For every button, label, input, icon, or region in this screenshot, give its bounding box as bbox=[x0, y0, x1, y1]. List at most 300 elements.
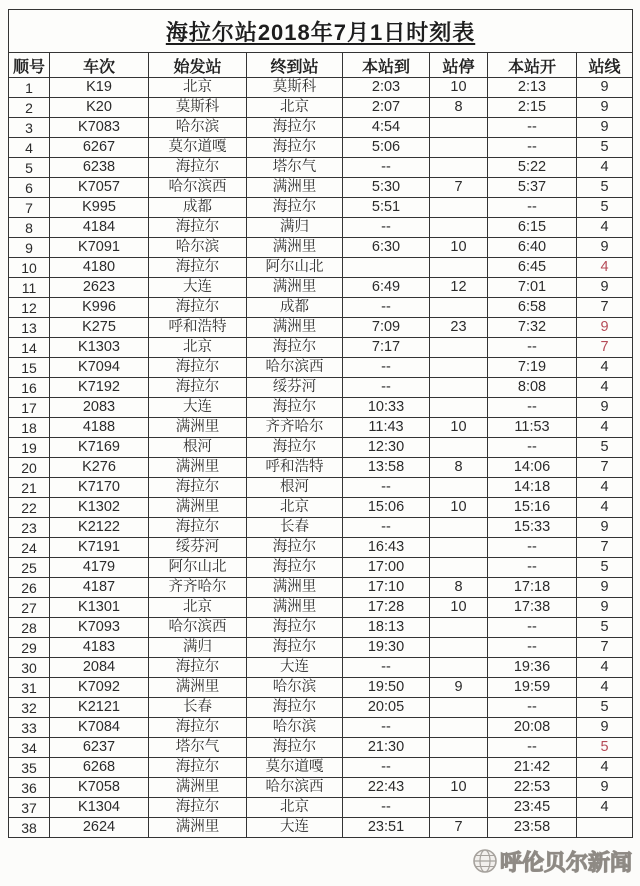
cell-train-number: K276 bbox=[50, 458, 149, 478]
cell-seq: 27 bbox=[9, 598, 50, 618]
cell-seq: 18 bbox=[9, 418, 50, 438]
cell-terminal-station: 满洲里 bbox=[247, 238, 343, 258]
cell-stop-minutes bbox=[430, 118, 488, 138]
table-row bbox=[9, 798, 633, 818]
cell-stop-minutes: 10 bbox=[430, 238, 488, 258]
cell-departure-time: -- bbox=[488, 698, 577, 718]
table-row bbox=[9, 578, 633, 598]
table-row bbox=[9, 758, 633, 778]
cell-arrival-time: 5:51 bbox=[343, 198, 430, 218]
cell-departure-time: 7:32 bbox=[488, 318, 577, 338]
table-row bbox=[9, 458, 633, 478]
cell-origin-station: 大连 bbox=[149, 398, 247, 418]
cell-arrival-time: 19:30 bbox=[343, 638, 430, 658]
cell-stop-minutes bbox=[430, 258, 488, 278]
cell-arrival-time: 6:49 bbox=[343, 278, 430, 298]
cell-stop-minutes: 10 bbox=[430, 418, 488, 438]
cell-arrival-time: 11:43 bbox=[343, 418, 430, 438]
cell-origin-station: 满洲里 bbox=[149, 458, 247, 478]
table-row bbox=[9, 238, 633, 258]
cell-seq: 12 bbox=[9, 298, 50, 318]
cell-arrival-time: 22:43 bbox=[343, 778, 430, 798]
cell-track-number: 4 bbox=[577, 378, 633, 398]
cell-origin-station: 哈尔滨 bbox=[149, 238, 247, 258]
cell-departure-time: 21:42 bbox=[488, 758, 577, 778]
cell-train-number: K1301 bbox=[50, 598, 149, 618]
cell-stop-minutes bbox=[430, 638, 488, 658]
cell-track-number: 7 bbox=[577, 338, 633, 358]
cell-terminal-station: 海拉尔 bbox=[247, 398, 343, 418]
table-row bbox=[9, 198, 633, 218]
cell-arrival-time: -- bbox=[343, 718, 430, 738]
cell-train-number: 2624 bbox=[50, 818, 149, 838]
timetable-frame bbox=[8, 9, 632, 838]
cell-seq: 34 bbox=[9, 738, 50, 758]
cell-departure-time: 23:58 bbox=[488, 818, 577, 838]
cell-origin-station: 哈尔滨西 bbox=[149, 178, 247, 198]
table-row bbox=[9, 518, 633, 538]
cell-train-number: 4180 bbox=[50, 258, 149, 278]
cell-seq: 21 bbox=[9, 478, 50, 498]
cell-arrival-time: -- bbox=[343, 518, 430, 538]
cell-origin-station: 北京 bbox=[149, 78, 247, 98]
cell-origin-station: 北京 bbox=[149, 338, 247, 358]
table-row bbox=[9, 98, 633, 118]
cell-stop-minutes bbox=[430, 558, 488, 578]
cell-stop-minutes bbox=[430, 158, 488, 178]
cell-arrival-time: 19:50 bbox=[343, 678, 430, 698]
cell-terminal-station: 海拉尔 bbox=[247, 738, 343, 758]
table-row bbox=[9, 138, 633, 158]
cell-train-number: K7170 bbox=[50, 478, 149, 498]
cell-departure-time: 6:58 bbox=[488, 298, 577, 318]
cell-train-number: K19 bbox=[50, 78, 149, 98]
cell-seq: 4 bbox=[9, 138, 50, 158]
cell-origin-station: 满归 bbox=[149, 638, 247, 658]
table-row bbox=[9, 638, 633, 658]
cell-train-number: K7083 bbox=[50, 118, 149, 138]
cell-train-number: K7191 bbox=[50, 538, 149, 558]
cell-track-number: 4 bbox=[577, 418, 633, 438]
cell-track-number: 4 bbox=[577, 358, 633, 378]
col-header-track: 站线 bbox=[577, 53, 633, 78]
cell-track-number: 4 bbox=[577, 798, 633, 818]
cell-origin-station: 哈尔滨西 bbox=[149, 618, 247, 638]
cell-arrival-time: 6:30 bbox=[343, 238, 430, 258]
cell-departure-time: -- bbox=[488, 398, 577, 418]
cell-seq: 10 bbox=[9, 258, 50, 278]
table-row bbox=[9, 338, 633, 358]
table-row bbox=[9, 658, 633, 678]
cell-track-number: 7 bbox=[577, 458, 633, 478]
cell-stop-minutes: 12 bbox=[430, 278, 488, 298]
title-row bbox=[9, 10, 633, 53]
cell-departure-time: 17:38 bbox=[488, 598, 577, 618]
cell-train-number: K7093 bbox=[50, 618, 149, 638]
cell-origin-station: 海拉尔 bbox=[149, 478, 247, 498]
cell-terminal-station: 满洲里 bbox=[247, 178, 343, 198]
cell-track-number: 9 bbox=[577, 718, 633, 738]
cell-train-number: 2084 bbox=[50, 658, 149, 678]
cell-arrival-time: -- bbox=[343, 358, 430, 378]
table-row bbox=[9, 818, 633, 838]
cell-track-number: 9 bbox=[577, 578, 633, 598]
table-row bbox=[9, 278, 633, 298]
cell-terminal-station: 满洲里 bbox=[247, 318, 343, 338]
table-row bbox=[9, 678, 633, 698]
header-row bbox=[9, 53, 633, 78]
cell-track-number: 9 bbox=[577, 98, 633, 118]
cell-track-number: 5 bbox=[577, 138, 633, 158]
cell-origin-station: 长春 bbox=[149, 698, 247, 718]
cell-seq: 17 bbox=[9, 398, 50, 418]
cell-track-number: 9 bbox=[577, 78, 633, 98]
timetable-body bbox=[9, 78, 633, 838]
table-row bbox=[9, 178, 633, 198]
cell-seq: 29 bbox=[9, 638, 50, 658]
cell-seq: 16 bbox=[9, 378, 50, 398]
cell-seq: 8 bbox=[9, 218, 50, 238]
cell-origin-station: 海拉尔 bbox=[149, 258, 247, 278]
cell-track-number: 4 bbox=[577, 678, 633, 698]
cell-terminal-station: 齐齐哈尔 bbox=[247, 418, 343, 438]
cell-seq: 5 bbox=[9, 158, 50, 178]
cell-departure-time: 2:13 bbox=[488, 78, 577, 98]
cell-origin-station: 塔尔气 bbox=[149, 738, 247, 758]
table-row bbox=[9, 78, 633, 98]
cell-departure-time: 22:53 bbox=[488, 778, 577, 798]
cell-stop-minutes bbox=[430, 218, 488, 238]
cell-origin-station: 成都 bbox=[149, 198, 247, 218]
cell-departure-time: 7:01 bbox=[488, 278, 577, 298]
cell-arrival-time: 17:28 bbox=[343, 598, 430, 618]
table-row bbox=[9, 438, 633, 458]
cell-seq: 26 bbox=[9, 578, 50, 598]
cell-origin-station: 北京 bbox=[149, 598, 247, 618]
cell-origin-station: 绥芬河 bbox=[149, 538, 247, 558]
cell-seq: 33 bbox=[9, 718, 50, 738]
cell-origin-station: 满洲里 bbox=[149, 678, 247, 698]
table-row bbox=[9, 618, 633, 638]
cell-arrival-time: 2:03 bbox=[343, 78, 430, 98]
cell-departure-time: -- bbox=[488, 738, 577, 758]
col-header-origin: 始发站 bbox=[149, 53, 247, 78]
cell-terminal-station: 海拉尔 bbox=[247, 538, 343, 558]
cell-terminal-station: 哈尔滨 bbox=[247, 678, 343, 698]
cell-arrival-time: 17:10 bbox=[343, 578, 430, 598]
cell-stop-minutes: 8 bbox=[430, 98, 488, 118]
col-header-seq: 顺号 bbox=[9, 53, 50, 78]
cell-departure-time: -- bbox=[488, 118, 577, 138]
cell-terminal-station: 海拉尔 bbox=[247, 198, 343, 218]
cell-track-number: 4 bbox=[577, 258, 633, 278]
cell-arrival-time: -- bbox=[343, 478, 430, 498]
cell-seq: 37 bbox=[9, 798, 50, 818]
globe-icon bbox=[472, 848, 498, 874]
cell-origin-station: 齐齐哈尔 bbox=[149, 578, 247, 598]
cell-stop-minutes bbox=[430, 358, 488, 378]
table-row bbox=[9, 498, 633, 518]
cell-track-number: 9 bbox=[577, 278, 633, 298]
cell-train-number: 4187 bbox=[50, 578, 149, 598]
col-header-arrival: 本站到 bbox=[343, 53, 430, 78]
cell-seq: 31 bbox=[9, 678, 50, 698]
cell-terminal-station: 塔尔气 bbox=[247, 158, 343, 178]
cell-origin-station: 海拉尔 bbox=[149, 658, 247, 678]
cell-terminal-station: 莫斯科 bbox=[247, 78, 343, 98]
cell-stop-minutes: 10 bbox=[430, 78, 488, 98]
cell-track-number: 9 bbox=[577, 518, 633, 538]
table-row bbox=[9, 418, 633, 438]
cell-seq: 35 bbox=[9, 758, 50, 778]
cell-arrival-time: -- bbox=[343, 798, 430, 818]
cell-terminal-station: 大连 bbox=[247, 818, 343, 838]
cell-terminal-station: 海拉尔 bbox=[247, 618, 343, 638]
col-header-terminal: 终到站 bbox=[247, 53, 343, 78]
cell-track-number: 4 bbox=[577, 498, 633, 518]
cell-stop-minutes: 7 bbox=[430, 178, 488, 198]
table-row bbox=[9, 398, 633, 418]
cell-seq: 30 bbox=[9, 658, 50, 678]
cell-track-number: 5 bbox=[577, 738, 633, 758]
cell-track-number: 4 bbox=[577, 758, 633, 778]
cell-origin-station: 海拉尔 bbox=[149, 758, 247, 778]
cell-seq: 20 bbox=[9, 458, 50, 478]
cell-departure-time: -- bbox=[488, 618, 577, 638]
cell-terminal-station: 哈尔滨西 bbox=[247, 778, 343, 798]
cell-departure-time: -- bbox=[488, 538, 577, 558]
cell-arrival-time: 12:30 bbox=[343, 438, 430, 458]
cell-arrival-time: -- bbox=[343, 298, 430, 318]
cell-terminal-station: 根河 bbox=[247, 478, 343, 498]
cell-stop-minutes bbox=[430, 618, 488, 638]
page-title: 海拉尔站2018年7月1日时刻表 bbox=[9, 10, 633, 53]
cell-stop-minutes bbox=[430, 298, 488, 318]
cell-origin-station: 海拉尔 bbox=[149, 378, 247, 398]
table-row bbox=[9, 218, 633, 238]
timetable bbox=[8, 9, 633, 838]
table-row bbox=[9, 258, 633, 278]
cell-train-number: K275 bbox=[50, 318, 149, 338]
cell-origin-station: 海拉尔 bbox=[149, 298, 247, 318]
cell-seq: 3 bbox=[9, 118, 50, 138]
cell-seq: 1 bbox=[9, 78, 50, 98]
cell-terminal-station: 莫尔道嘎 bbox=[247, 758, 343, 778]
cell-stop-minutes: 9 bbox=[430, 678, 488, 698]
cell-seq: 28 bbox=[9, 618, 50, 638]
cell-origin-station: 阿尔山北 bbox=[149, 558, 247, 578]
cell-train-number: 2623 bbox=[50, 278, 149, 298]
cell-train-number: K2121 bbox=[50, 698, 149, 718]
cell-terminal-station: 北京 bbox=[247, 498, 343, 518]
cell-stop-minutes bbox=[430, 718, 488, 738]
cell-seq: 6 bbox=[9, 178, 50, 198]
cell-seq: 32 bbox=[9, 698, 50, 718]
cell-departure-time: 15:33 bbox=[488, 518, 577, 538]
cell-track-number: 4 bbox=[577, 478, 633, 498]
cell-seq: 22 bbox=[9, 498, 50, 518]
cell-track-number: 9 bbox=[577, 598, 633, 618]
cell-train-number: K7057 bbox=[50, 178, 149, 198]
cell-departure-time: 19:59 bbox=[488, 678, 577, 698]
cell-arrival-time: 5:06 bbox=[343, 138, 430, 158]
cell-train-number: K7058 bbox=[50, 778, 149, 798]
cell-stop-minutes bbox=[430, 738, 488, 758]
cell-stop-minutes bbox=[430, 338, 488, 358]
table-row bbox=[9, 298, 633, 318]
cell-terminal-station: 北京 bbox=[247, 98, 343, 118]
cell-track-number: 9 bbox=[577, 778, 633, 798]
cell-arrival-time: 4:54 bbox=[343, 118, 430, 138]
cell-arrival-time: 10:33 bbox=[343, 398, 430, 418]
cell-track-number: 5 bbox=[577, 178, 633, 198]
cell-origin-station: 莫尔道嘎 bbox=[149, 138, 247, 158]
cell-seq: 14 bbox=[9, 338, 50, 358]
cell-arrival-time: 20:05 bbox=[343, 698, 430, 718]
cell-stop-minutes: 7 bbox=[430, 818, 488, 838]
table-row bbox=[9, 598, 633, 618]
cell-track-number: 7 bbox=[577, 638, 633, 658]
cell-terminal-station: 满洲里 bbox=[247, 278, 343, 298]
cell-train-number: K20 bbox=[50, 98, 149, 118]
cell-departure-time: -- bbox=[488, 638, 577, 658]
cell-stop-minutes bbox=[430, 518, 488, 538]
cell-train-number: 4179 bbox=[50, 558, 149, 578]
cell-terminal-station: 长春 bbox=[247, 518, 343, 538]
news-watermark bbox=[472, 845, 640, 877]
cell-arrival-time: 17:00 bbox=[343, 558, 430, 578]
cell-track-number: 4 bbox=[577, 658, 633, 678]
col-header-train: 车次 bbox=[50, 53, 149, 78]
cell-seq: 13 bbox=[9, 318, 50, 338]
cell-seq: 24 bbox=[9, 538, 50, 558]
cell-origin-station: 海拉尔 bbox=[149, 358, 247, 378]
cell-departure-time: 5:37 bbox=[488, 178, 577, 198]
cell-origin-station: 根河 bbox=[149, 438, 247, 458]
cell-origin-station: 海拉尔 bbox=[149, 798, 247, 818]
cell-track-number bbox=[577, 818, 633, 838]
cell-train-number: 2083 bbox=[50, 398, 149, 418]
cell-departure-time: 23:45 bbox=[488, 798, 577, 818]
cell-train-number: 4184 bbox=[50, 218, 149, 238]
cell-train-number: 6237 bbox=[50, 738, 149, 758]
cell-departure-time: 14:18 bbox=[488, 478, 577, 498]
cell-stop-minutes: 10 bbox=[430, 498, 488, 518]
table-row bbox=[9, 718, 633, 738]
cell-train-number: K7084 bbox=[50, 718, 149, 738]
cell-terminal-station: 满归 bbox=[247, 218, 343, 238]
cell-train-number: K2122 bbox=[50, 518, 149, 538]
cell-origin-station: 海拉尔 bbox=[149, 718, 247, 738]
cell-departure-time: -- bbox=[488, 198, 577, 218]
cell-train-number: 6267 bbox=[50, 138, 149, 158]
cell-track-number: 4 bbox=[577, 158, 633, 178]
cell-track-number: 9 bbox=[577, 318, 633, 338]
table-row bbox=[9, 778, 633, 798]
cell-arrival-time: 2:07 bbox=[343, 98, 430, 118]
cell-origin-station: 呼和浩特 bbox=[149, 318, 247, 338]
cell-seq: 11 bbox=[9, 278, 50, 298]
cell-origin-station: 满洲里 bbox=[149, 818, 247, 838]
cell-stop-minutes bbox=[430, 698, 488, 718]
cell-arrival-time: 13:58 bbox=[343, 458, 430, 478]
cell-track-number: 9 bbox=[577, 398, 633, 418]
cell-arrival-time: 21:30 bbox=[343, 738, 430, 758]
cell-track-number: 9 bbox=[577, 118, 633, 138]
table-row bbox=[9, 378, 633, 398]
cell-track-number: 5 bbox=[577, 198, 633, 218]
cell-departure-time: -- bbox=[488, 138, 577, 158]
cell-train-number: 6238 bbox=[50, 158, 149, 178]
cell-departure-time: 6:15 bbox=[488, 218, 577, 238]
cell-departure-time: 6:40 bbox=[488, 238, 577, 258]
cell-train-number: K995 bbox=[50, 198, 149, 218]
cell-arrival-time: -- bbox=[343, 378, 430, 398]
cell-stop-minutes bbox=[430, 378, 488, 398]
cell-departure-time: 6:45 bbox=[488, 258, 577, 278]
cell-origin-station: 哈尔滨 bbox=[149, 118, 247, 138]
cell-origin-station: 莫斯科 bbox=[149, 98, 247, 118]
cell-arrival-time: 15:06 bbox=[343, 498, 430, 518]
cell-train-number: K1304 bbox=[50, 798, 149, 818]
cell-departure-time: 8:08 bbox=[488, 378, 577, 398]
cell-terminal-station: 呼和浩特 bbox=[247, 458, 343, 478]
col-header-departure: 本站开 bbox=[488, 53, 577, 78]
cell-stop-minutes: 23 bbox=[430, 318, 488, 338]
table-row bbox=[9, 478, 633, 498]
cell-arrival-time: -- bbox=[343, 658, 430, 678]
table-row bbox=[9, 118, 633, 138]
cell-seq: 19 bbox=[9, 438, 50, 458]
cell-train-number: K7169 bbox=[50, 438, 149, 458]
cell-departure-time: 2:15 bbox=[488, 98, 577, 118]
cell-seq: 36 bbox=[9, 778, 50, 798]
cell-train-number: K996 bbox=[50, 298, 149, 318]
cell-train-number: 6268 bbox=[50, 758, 149, 778]
cell-arrival-time: 18:13 bbox=[343, 618, 430, 638]
table-row bbox=[9, 538, 633, 558]
cell-arrival-time: -- bbox=[343, 758, 430, 778]
cell-stop-minutes bbox=[430, 798, 488, 818]
cell-track-number: 5 bbox=[577, 558, 633, 578]
cell-terminal-station: 绥芬河 bbox=[247, 378, 343, 398]
cell-terminal-station: 海拉尔 bbox=[247, 638, 343, 658]
cell-stop-minutes bbox=[430, 138, 488, 158]
cell-stop-minutes bbox=[430, 478, 488, 498]
cell-terminal-station: 阿尔山北 bbox=[247, 258, 343, 278]
cell-terminal-station: 哈尔滨 bbox=[247, 718, 343, 738]
table-row bbox=[9, 158, 633, 178]
cell-stop-minutes bbox=[430, 198, 488, 218]
cell-origin-station: 满洲里 bbox=[149, 418, 247, 438]
cell-arrival-time bbox=[343, 258, 430, 278]
cell-seq: 7 bbox=[9, 198, 50, 218]
cell-terminal-station: 北京 bbox=[247, 798, 343, 818]
cell-terminal-station: 大连 bbox=[247, 658, 343, 678]
cell-departure-time: 7:19 bbox=[488, 358, 577, 378]
cell-train-number: K7094 bbox=[50, 358, 149, 378]
cell-stop-minutes: 8 bbox=[430, 458, 488, 478]
cell-train-number: K7092 bbox=[50, 678, 149, 698]
cell-terminal-station: 成都 bbox=[247, 298, 343, 318]
cell-seq: 38 bbox=[9, 818, 50, 838]
cell-track-number: 7 bbox=[577, 298, 633, 318]
cell-departure-time: 11:53 bbox=[488, 418, 577, 438]
cell-stop-minutes: 10 bbox=[430, 778, 488, 798]
cell-departure-time: 14:06 bbox=[488, 458, 577, 478]
cell-terminal-station: 海拉尔 bbox=[247, 438, 343, 458]
cell-origin-station: 满洲里 bbox=[149, 778, 247, 798]
